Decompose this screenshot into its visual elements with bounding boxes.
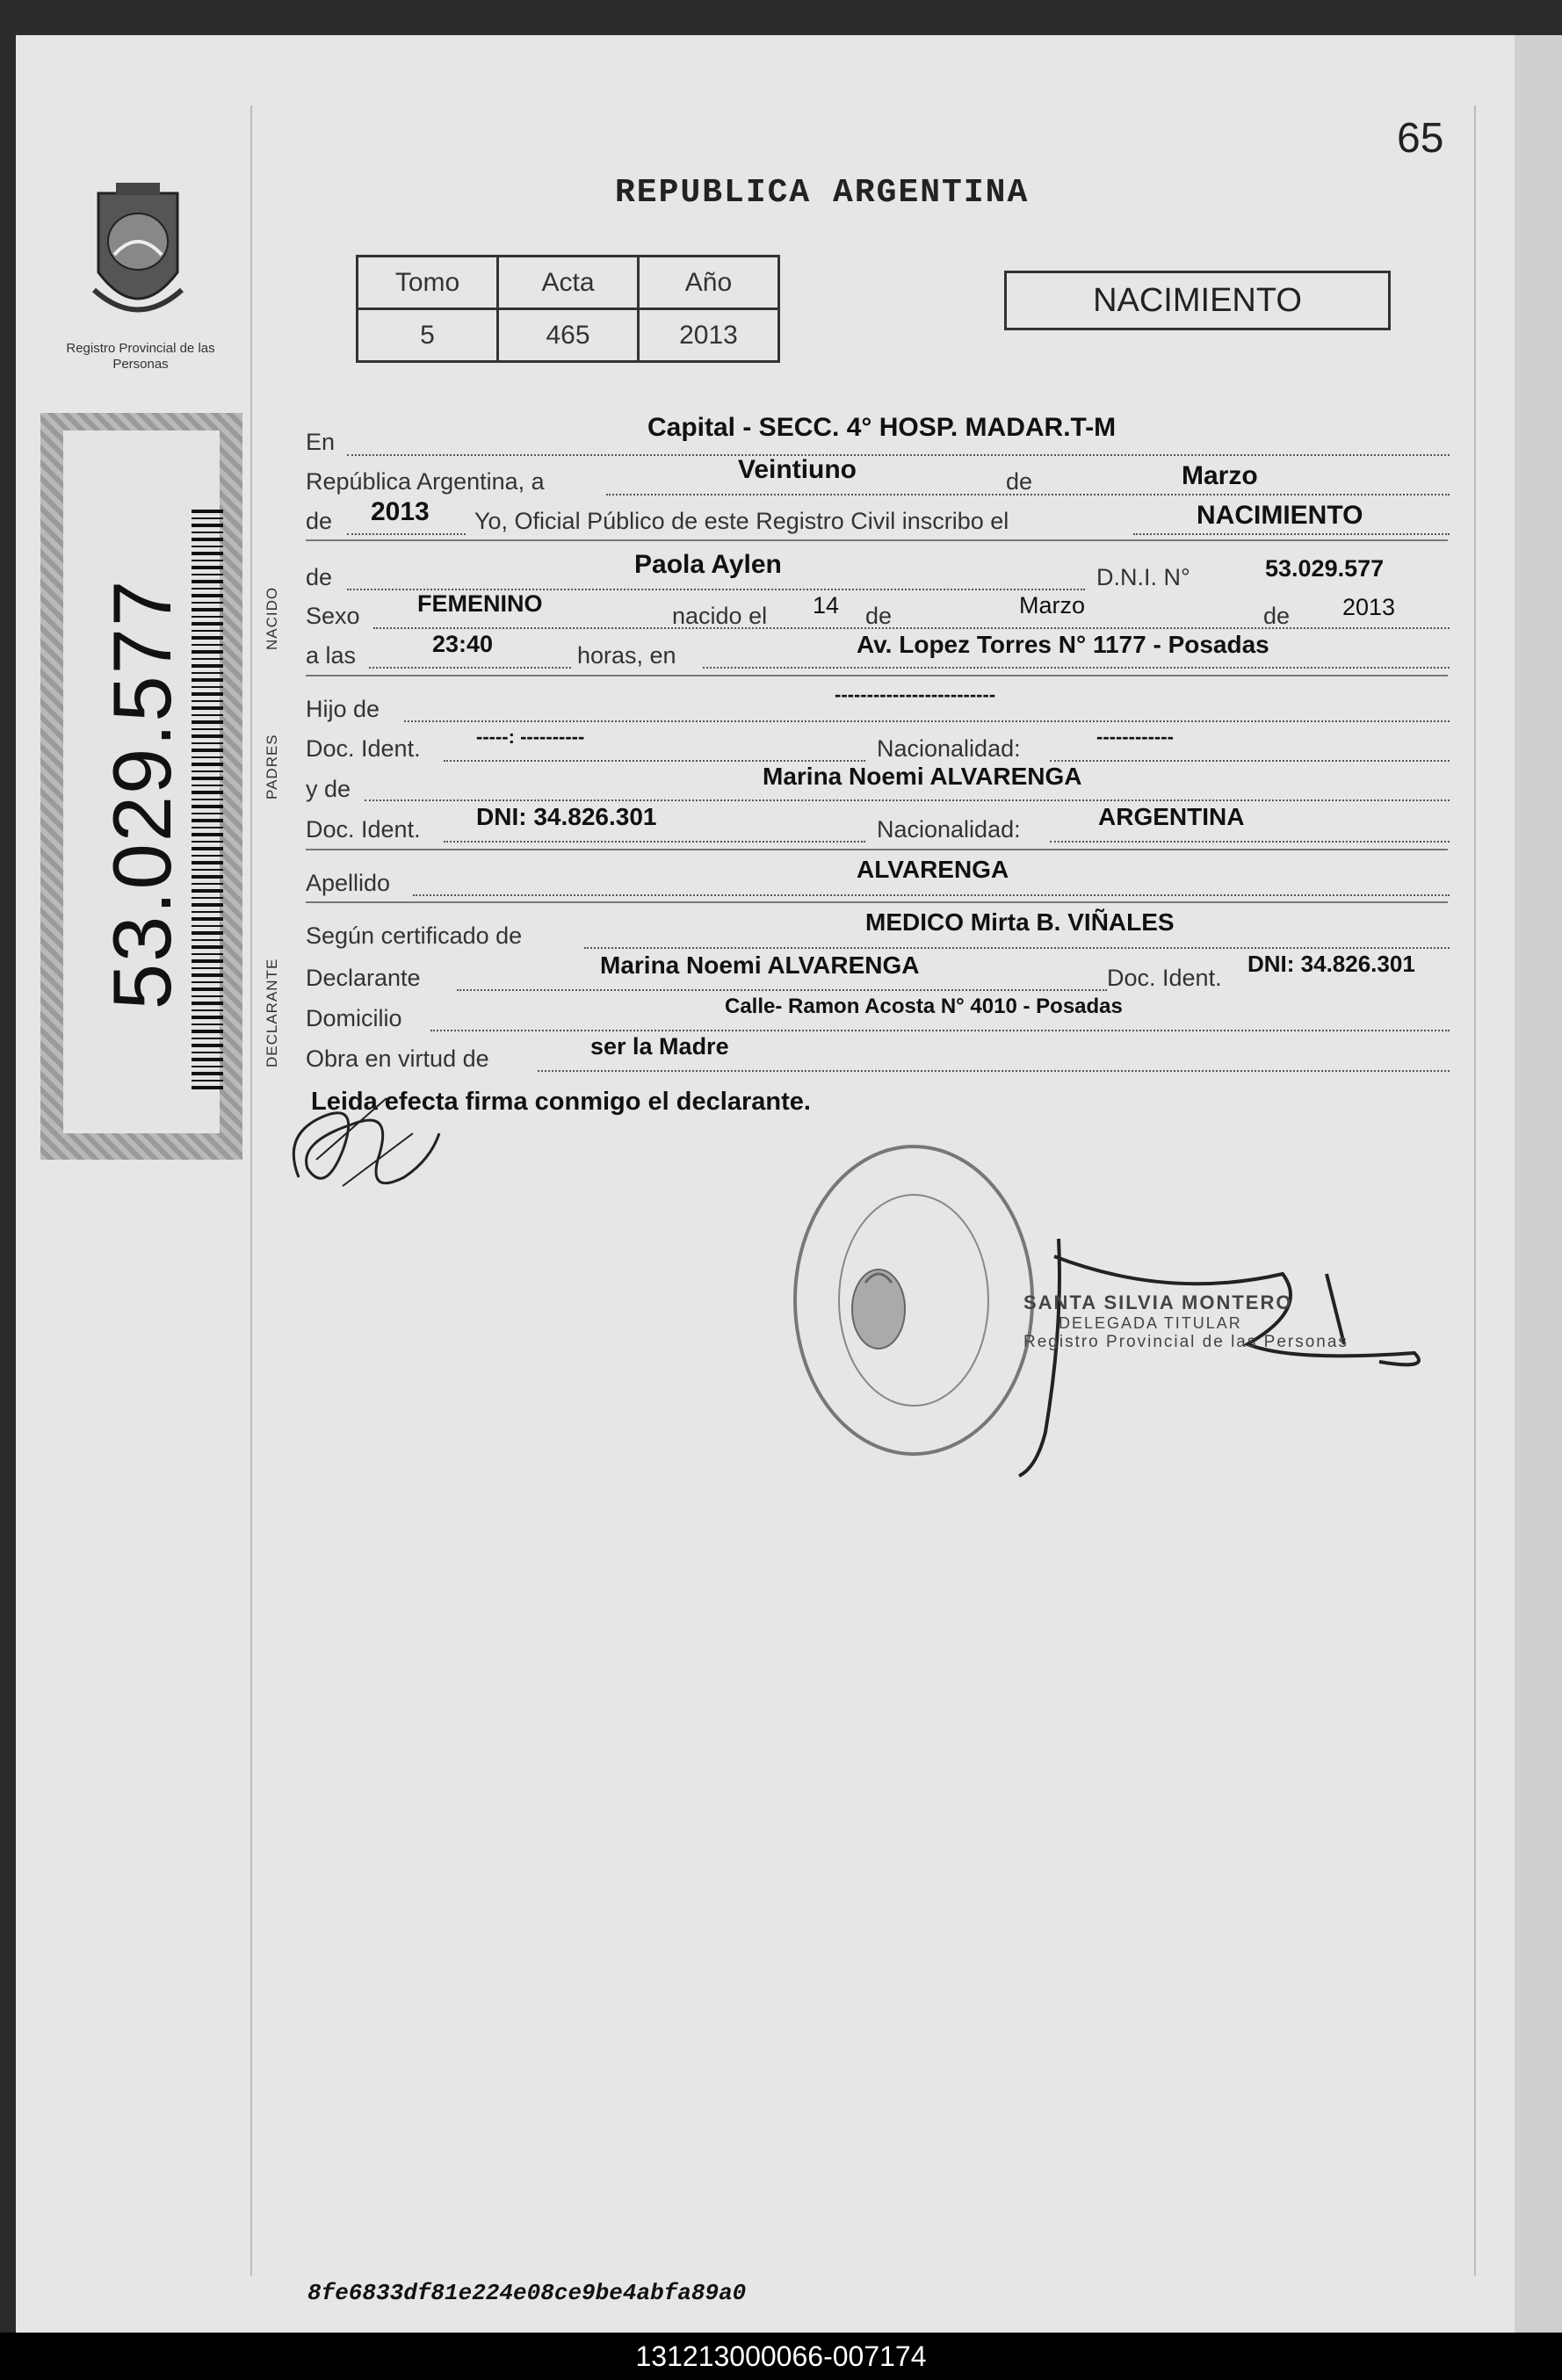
month-value: Marzo (1182, 461, 1258, 490)
record-table-header-row (358, 257, 779, 309)
dotted-line (444, 758, 865, 762)
certificado-value: MEDICO Mirta B. VIÑALES (865, 908, 1175, 936)
header-tomo: Tomo (358, 257, 498, 309)
document-page (16, 35, 1515, 2335)
declarante-value: Marina Noemi ALVARENGA (600, 951, 920, 979)
document-hash: 8fe6833df81e224e08ce9be4abfa89a0 (307, 2280, 747, 2306)
lugar-value: Av. Lopez Torres N° 1177 - Posadas (857, 631, 1269, 658)
dotted-line (457, 987, 1107, 991)
dotted-line (347, 452, 1450, 456)
declarante-label: Declarante (306, 965, 421, 991)
hijo-value: ------------------------- (835, 684, 996, 705)
nac1-value: ------------ (1096, 726, 1174, 748)
horas-label: horas, en (577, 642, 676, 669)
dotted-line (1133, 532, 1450, 535)
doc2-label: Doc. Ident. (306, 816, 421, 843)
obra-label: Obra en virtud de (306, 1045, 489, 1072)
stamp-office: Registro Provincial de las Personas (1023, 1333, 1349, 1351)
nac2-label: Nacionalidad: (877, 816, 1021, 843)
margin-rule-left (250, 105, 252, 2275)
inscribo-value: NACIMIENTO (1197, 501, 1363, 530)
dotted-line (584, 945, 1450, 949)
year-value: 2013 (371, 497, 430, 526)
book-spine (0, 35, 16, 2335)
section-divider (306, 539, 1448, 541)
en-value: Capital - SECC. 4° HOSP. MADAR.T-M (647, 413, 1117, 442)
domicilio-label: Domicilio (306, 1005, 402, 1031)
dni-label: D.N.I. N° (1096, 564, 1190, 590)
dotted-line (347, 532, 466, 535)
section-divider (306, 901, 1448, 903)
doc1-value: -----: ---------- (476, 726, 585, 748)
en-label: En (306, 429, 336, 455)
doc2-value: DNI: 34.826.301 (476, 803, 657, 830)
nacido-label: nacido el (672, 603, 768, 629)
page-number: 65 (1397, 115, 1444, 162)
record-table-value-row (358, 309, 779, 362)
dotted-line (430, 1028, 1450, 1031)
de2-label: de (306, 508, 333, 534)
republica-label: República Argentina, a (306, 468, 545, 495)
nacido-year: 2013 (1342, 594, 1396, 620)
apellido-label: Apellido (306, 870, 391, 896)
alas-label: a las (306, 642, 357, 669)
doc3-value: DNI: 34.826.301 (1247, 951, 1415, 977)
stamp-text (1023, 1291, 1392, 1352)
dotted-line (1050, 839, 1450, 843)
side-label-padres: PADRES (264, 734, 280, 799)
domicilio-value: Calle- Ramon Acosta N° 4010 - Posadas (725, 995, 1123, 1018)
section-divider (306, 849, 1448, 850)
closing-statement: Leida efecta firma conmigo el declarante. (311, 1088, 811, 1116)
dotted-line (404, 719, 1450, 722)
dotted-line (1050, 758, 1450, 762)
nacido-day: 14 (813, 592, 840, 619)
yde-label: y de (306, 776, 351, 802)
day-value: Veintiuno (738, 455, 857, 484)
record-type-box: NACIMIENTO (1004, 271, 1391, 330)
section-divider (306, 675, 1448, 676)
nombre-label: de (306, 564, 333, 590)
hijo-label: Hijo de (306, 696, 380, 722)
side-label-nacido: NACIDO (264, 586, 280, 650)
strip-id-number: 53.029.577 (96, 578, 188, 1010)
stamp-name: SANTA SILVIA MONTERO (1023, 1291, 1293, 1313)
nac1-label: Nacionalidad: (877, 735, 1021, 762)
provincial-coat-of-arms-icon (81, 176, 195, 343)
dotted-line (369, 665, 571, 669)
header-ano: Año (639, 257, 779, 309)
dotted-line (365, 798, 1450, 801)
record-table (356, 255, 780, 363)
apellido-value: ALVARENGA (857, 856, 1009, 883)
nombre-value: Paola Aylen (634, 550, 782, 579)
official-signature (993, 1221, 1432, 1485)
security-strip (40, 413, 242, 1160)
margin-rule-right (1474, 105, 1476, 2275)
declarant-signature (264, 1081, 466, 1204)
barcode (192, 510, 223, 1089)
value-tomo: 5 (358, 309, 498, 362)
de3-label: de (865, 603, 893, 629)
doc3-label: Doc. Ident. (1107, 965, 1222, 991)
de-label: de (1006, 468, 1033, 495)
certificado-label: Según certificado de (306, 922, 523, 949)
footer-code: 131213000066-007174 (0, 2333, 1562, 2380)
side-label-declarante: DECLARANTE (264, 958, 280, 1067)
sexo-label: Sexo (306, 603, 360, 629)
hora-value: 23:40 (432, 631, 494, 657)
sexo-value: FEMENINO (417, 590, 543, 617)
value-ano: 2013 (639, 309, 779, 362)
header-acta: Acta (498, 257, 639, 309)
value-acta: 465 (498, 309, 639, 362)
nacido-month: Marzo (1019, 592, 1086, 619)
madre-value: Marina Noemi ALVARENGA (763, 763, 1082, 790)
dotted-line (444, 839, 865, 843)
page-edge (1515, 35, 1562, 2335)
doc1-label: Doc. Ident. (306, 735, 421, 762)
dotted-line (538, 1068, 1450, 1072)
registry-name: Registro Provincial de las Personas (66, 341, 215, 372)
stamp-role: DELEGADA TITULAR (1059, 1314, 1242, 1332)
nac2-value: ARGENTINA (1098, 803, 1245, 830)
dni-value: 53.029.577 (1265, 555, 1385, 582)
dotted-line (703, 665, 1450, 669)
document-title: REPUBLICA ARGENTINA (615, 174, 1030, 212)
de4-label: de (1263, 603, 1291, 629)
yo-text: Yo, Oficial Público de este Registro Civil inscribo el (474, 508, 1009, 534)
security-strip-inner (63, 430, 220, 1133)
dotted-line (413, 893, 1450, 896)
obra-value: ser la Madre (590, 1033, 729, 1060)
